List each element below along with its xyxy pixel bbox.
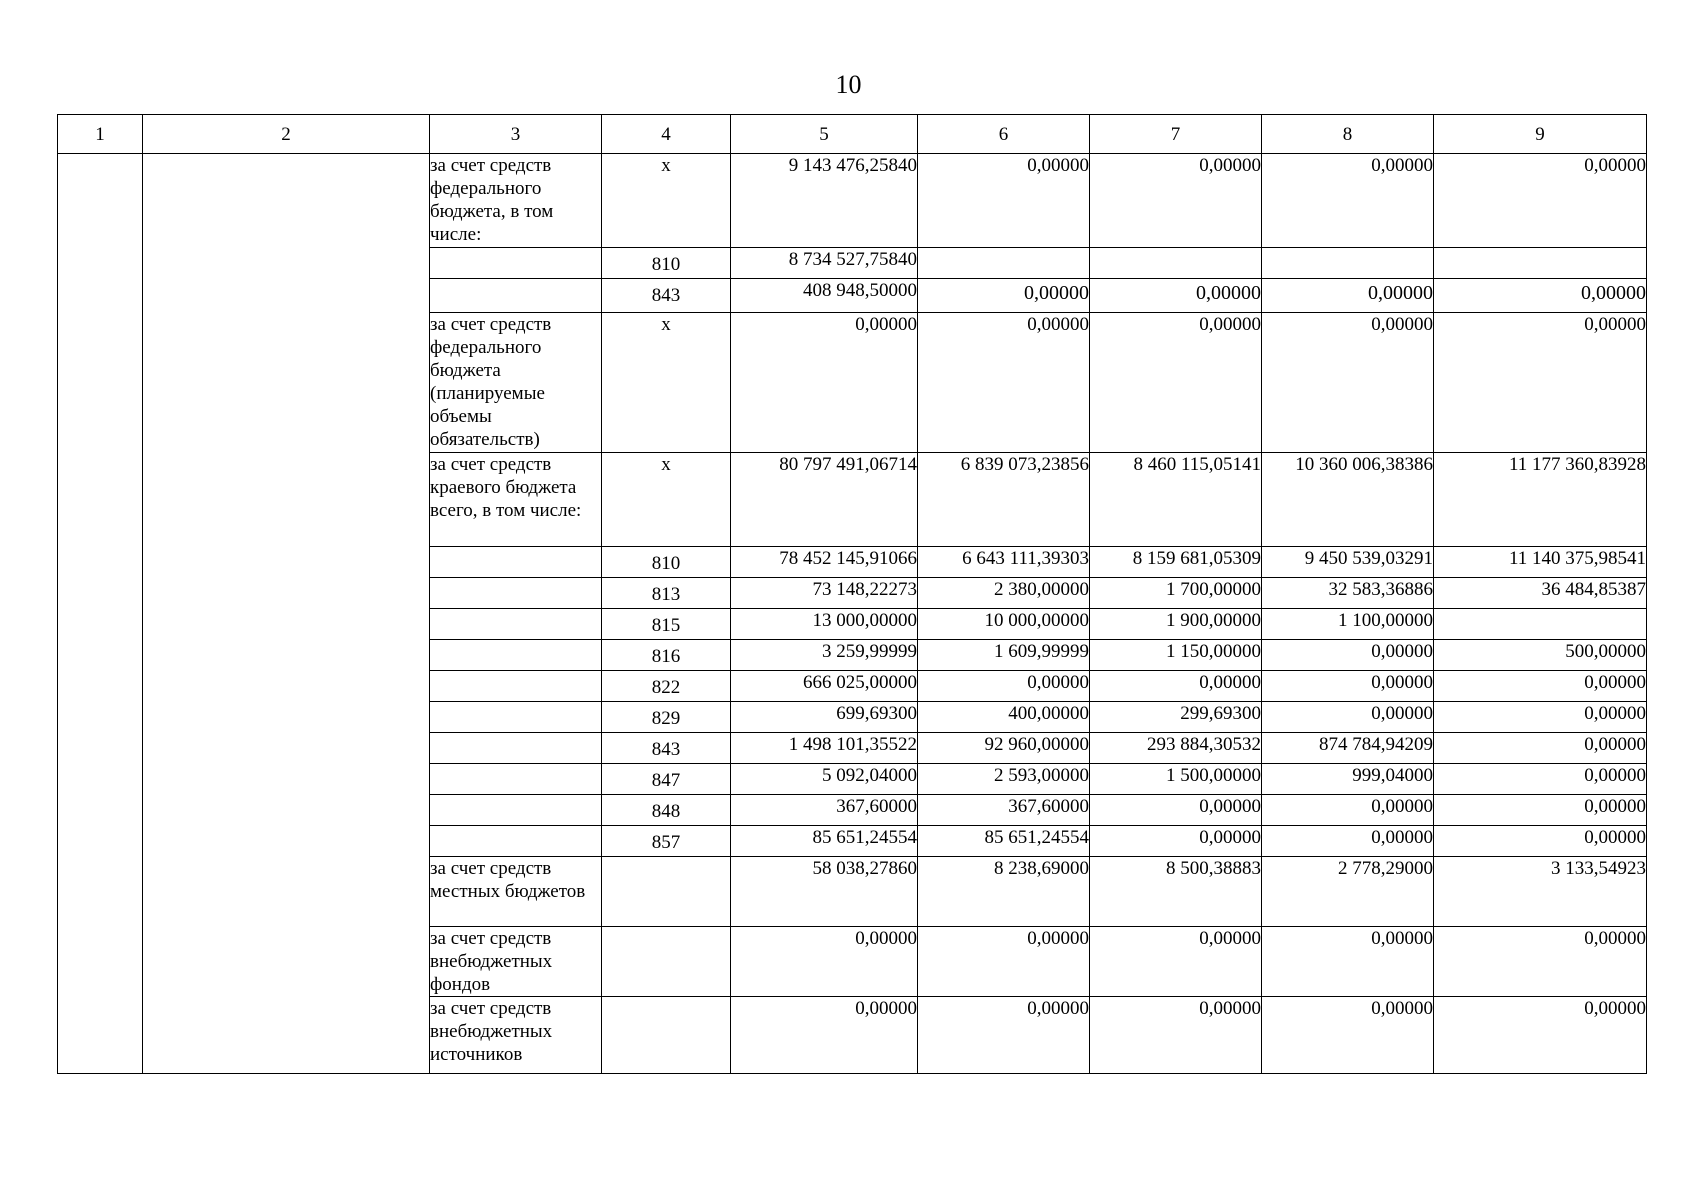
value-cell: 36 484,85387 bbox=[1434, 578, 1647, 609]
value-cell: 0,00000 bbox=[1434, 702, 1647, 733]
value-cell: 80 797 491,06714 bbox=[731, 453, 918, 547]
value-cell: 367,60000 bbox=[731, 795, 918, 826]
source-cell: за счет средств внебюджетных фондов bbox=[430, 927, 602, 997]
value-cell: 6 839 073,23856 bbox=[918, 453, 1090, 547]
value-cell: 2 380,00000 bbox=[918, 578, 1090, 609]
col-header-8: 8 bbox=[1262, 115, 1434, 154]
value-cell: 0,00000 bbox=[1262, 279, 1434, 313]
source-cell bbox=[430, 609, 602, 640]
value-cell: 11 140 375,98541 bbox=[1434, 547, 1647, 578]
value-cell: 0,00000 bbox=[1090, 795, 1262, 826]
source-cell bbox=[430, 279, 602, 313]
source-cell bbox=[430, 640, 602, 671]
value-cell: 0,00000 bbox=[1262, 154, 1434, 248]
value-cell: 293 884,30532 bbox=[1090, 733, 1262, 764]
value-cell bbox=[918, 248, 1090, 279]
source-cell bbox=[430, 826, 602, 857]
source-cell: за счет средств местных бюджетов bbox=[430, 857, 602, 927]
value-cell: 0,00000 bbox=[1090, 279, 1262, 313]
value-cell: 0,00000 bbox=[1262, 313, 1434, 453]
col-header-4: 4 bbox=[602, 115, 731, 154]
code-cell bbox=[602, 279, 731, 313]
value-cell: 0,00000 bbox=[1090, 826, 1262, 857]
source-cell bbox=[430, 733, 602, 764]
value-cell: 8 159 681,05309 bbox=[1090, 547, 1262, 578]
value-cell: 0,00000 bbox=[1434, 154, 1647, 248]
value-cell: 1 900,00000 bbox=[1090, 609, 1262, 640]
source-cell bbox=[430, 547, 602, 578]
value-cell: 9 450 539,03291 bbox=[1262, 547, 1434, 578]
value-cell: 3 133,54923 bbox=[1434, 857, 1647, 927]
budget-table bbox=[57, 114, 1647, 1074]
value-cell: 666 025,00000 bbox=[731, 671, 918, 702]
value-cell: 1 498 101,35522 bbox=[731, 733, 918, 764]
value-cell: 500,00000 bbox=[1434, 640, 1647, 671]
value-cell: 0,00000 bbox=[918, 671, 1090, 702]
value-cell: 408 948,50000 bbox=[731, 279, 918, 313]
value-cell: 6 643 111,39303 bbox=[918, 547, 1090, 578]
value-cell: 0,00000 bbox=[1434, 279, 1647, 313]
col-header-5: 5 bbox=[731, 115, 918, 154]
value-cell: 8 500,38883 bbox=[1090, 857, 1262, 927]
code-cell bbox=[602, 702, 731, 733]
value-cell: 8 238,69000 bbox=[918, 857, 1090, 927]
code-text: 815 bbox=[651, 615, 681, 636]
value-cell: 0,00000 bbox=[1434, 671, 1647, 702]
value-cell: 0,00000 bbox=[918, 279, 1090, 313]
value-cell: 11 177 360,83928 bbox=[1434, 453, 1647, 547]
value-cell: 400,00000 bbox=[918, 702, 1090, 733]
value-cell: 0,00000 bbox=[1090, 313, 1262, 453]
code-text: 848 bbox=[651, 801, 681, 822]
value-cell: 78 452 145,91066 bbox=[731, 547, 918, 578]
value-cell: 0,00000 bbox=[1090, 927, 1262, 997]
value-cell: 0,00000 bbox=[918, 927, 1090, 997]
code-cell bbox=[602, 795, 731, 826]
code-cell bbox=[602, 733, 731, 764]
value-cell: 0,00000 bbox=[1262, 671, 1434, 702]
value-cell: 0,00000 bbox=[1090, 154, 1262, 248]
value-cell: 2 593,00000 bbox=[918, 764, 1090, 795]
value-cell bbox=[1090, 248, 1262, 279]
code-cell: х bbox=[602, 453, 731, 547]
col-header-9: 9 bbox=[1434, 115, 1647, 154]
code-text: 843 bbox=[651, 739, 681, 760]
source-cell: за счет средств федерального бюджета (планируемые объемы обязательств) bbox=[430, 313, 602, 453]
code-cell: х bbox=[602, 154, 731, 248]
code-text: 843 bbox=[651, 285, 681, 306]
value-cell: 32 583,36886 bbox=[1262, 578, 1434, 609]
value-cell: 0,00000 bbox=[918, 154, 1090, 248]
value-cell: 367,60000 bbox=[918, 795, 1090, 826]
value-cell: 8 734 527,75840 bbox=[731, 248, 918, 279]
code-cell bbox=[602, 857, 731, 927]
code-text: 822 bbox=[651, 677, 681, 698]
value-cell: 5 092,04000 bbox=[731, 764, 918, 795]
code-cell: х bbox=[602, 313, 731, 453]
value-cell: 0,00000 bbox=[1262, 927, 1434, 997]
value-cell: 0,00000 bbox=[1434, 997, 1647, 1074]
code-cell bbox=[602, 997, 731, 1074]
code-cell bbox=[602, 248, 731, 279]
value-cell: 0,00000 bbox=[1262, 997, 1434, 1074]
col-header-7: 7 bbox=[1090, 115, 1262, 154]
value-cell: 0,00000 bbox=[1434, 313, 1647, 453]
value-cell: 10 360 006,38386 bbox=[1262, 453, 1434, 547]
value-cell: 699,69300 bbox=[731, 702, 918, 733]
code-cell bbox=[602, 927, 731, 997]
value-cell: 1 150,00000 bbox=[1090, 640, 1262, 671]
col-header-1: 1 bbox=[58, 115, 143, 154]
value-cell: 0,00000 bbox=[731, 997, 918, 1074]
value-cell: 0,00000 bbox=[918, 313, 1090, 453]
value-cell: 0,00000 bbox=[1262, 702, 1434, 733]
source-cell: за счет средств внебюджетных источников bbox=[430, 997, 602, 1074]
value-cell: 0,00000 bbox=[1262, 795, 1434, 826]
source-cell bbox=[430, 764, 602, 795]
cell-col2 bbox=[143, 154, 430, 1074]
code-text: 847 bbox=[651, 770, 681, 791]
table-row bbox=[58, 154, 1647, 248]
value-cell: 0,00000 bbox=[1434, 927, 1647, 997]
value-cell: 9 143 476,25840 bbox=[731, 154, 918, 248]
value-cell: 3 259,99999 bbox=[731, 640, 918, 671]
value-cell: 0,00000 bbox=[1262, 826, 1434, 857]
code-cell bbox=[602, 764, 731, 795]
col-header-6: 6 bbox=[918, 115, 1090, 154]
col-header-3: 3 bbox=[430, 115, 602, 154]
value-cell: 1 100,00000 bbox=[1262, 609, 1434, 640]
value-cell: 1 609,99999 bbox=[918, 640, 1090, 671]
code-text: 829 bbox=[651, 708, 681, 729]
value-cell: 8 460 115,05141 bbox=[1090, 453, 1262, 547]
page-number: 10 bbox=[835, 70, 862, 99]
value-cell: 0,00000 bbox=[1262, 640, 1434, 671]
value-cell: 1 700,00000 bbox=[1090, 578, 1262, 609]
header-row bbox=[58, 115, 1647, 154]
value-cell: 85 651,24554 bbox=[918, 826, 1090, 857]
code-text: 810 bbox=[651, 254, 681, 275]
value-cell: 58 038,27860 bbox=[731, 857, 918, 927]
value-cell: 0,00000 bbox=[1090, 671, 1262, 702]
source-cell: за счет средств краевого бюджета всего, в том числе: bbox=[430, 453, 602, 547]
value-cell: 0,00000 bbox=[1434, 795, 1647, 826]
code-cell bbox=[602, 609, 731, 640]
value-cell: 0,00000 bbox=[1434, 733, 1647, 764]
source-cell bbox=[430, 795, 602, 826]
value-cell: 1 500,00000 bbox=[1090, 764, 1262, 795]
value-cell: 10 000,00000 bbox=[918, 609, 1090, 640]
value-cell: 0,00000 bbox=[731, 927, 918, 997]
value-cell: 92 960,00000 bbox=[918, 733, 1090, 764]
value-cell: 0,00000 bbox=[1434, 764, 1647, 795]
source-cell bbox=[430, 578, 602, 609]
value-cell: 2 778,29000 bbox=[1262, 857, 1434, 927]
source-cell bbox=[430, 702, 602, 733]
value-cell: 73 148,22273 bbox=[731, 578, 918, 609]
code-cell bbox=[602, 826, 731, 857]
value-cell bbox=[1434, 248, 1647, 279]
value-cell: 0,00000 bbox=[731, 313, 918, 453]
source-cell bbox=[430, 671, 602, 702]
code-cell bbox=[602, 547, 731, 578]
code-text: 810 bbox=[651, 553, 681, 574]
col-header-2: 2 bbox=[143, 115, 430, 154]
code-cell bbox=[602, 671, 731, 702]
source-cell bbox=[430, 248, 602, 279]
value-cell: 13 000,00000 bbox=[731, 609, 918, 640]
value-cell: 299,69300 bbox=[1090, 702, 1262, 733]
source-cell: за счет средств федерального бюджета, в том числе: bbox=[430, 154, 602, 248]
value-cell: 0,00000 bbox=[1434, 826, 1647, 857]
value-cell bbox=[1434, 609, 1647, 640]
cell-col1 bbox=[58, 154, 143, 1074]
value-cell: 874 784,94209 bbox=[1262, 733, 1434, 764]
code-cell bbox=[602, 640, 731, 671]
value-cell: 85 651,24554 bbox=[731, 826, 918, 857]
code-cell bbox=[602, 578, 731, 609]
code-text: 857 bbox=[651, 832, 681, 853]
code-text: 816 bbox=[651, 646, 681, 667]
value-cell: 999,04000 bbox=[1262, 764, 1434, 795]
code-text: 813 bbox=[651, 584, 681, 605]
value-cell: 0,00000 bbox=[1090, 997, 1262, 1074]
value-cell: 0,00000 bbox=[918, 997, 1090, 1074]
value-cell bbox=[1262, 248, 1434, 279]
